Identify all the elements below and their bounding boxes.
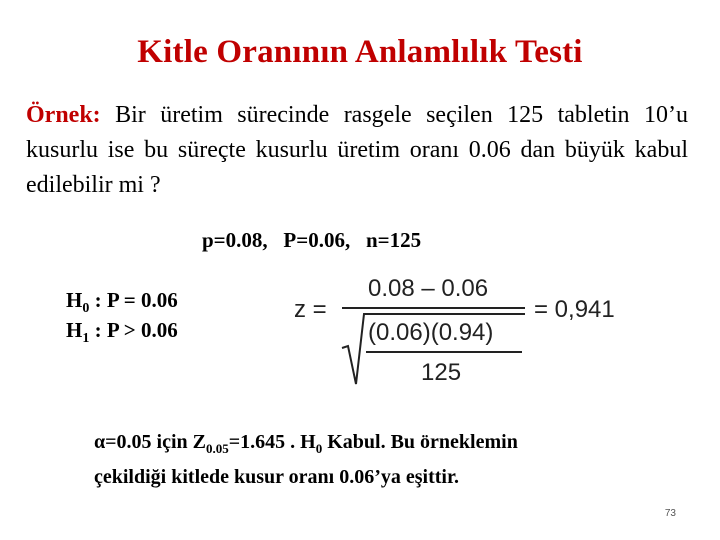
null-hypothesis: $H_0$ : P = 0.06 (66, 288, 178, 317)
page-number: 73 (664, 508, 676, 519)
formula-result: = 0,941 (534, 296, 615, 323)
param-n: n=125 (365, 228, 422, 252)
param-P: P=0.06, (283, 228, 351, 252)
example-label: Örnek: (26, 102, 101, 128)
example-text: Bir üretim sürecinde rasgele seçilen 125 tabletin 10’u kusurlu ise bu süreçte kusurlu üretim oranı 0.06 dan büyük kabul edilebilir mi ? (26, 102, 688, 198)
example-paragraph (26, 98, 688, 203)
formula-numerator: 0.08 – 0.06 (368, 275, 489, 302)
conclusion-line-1: α=0.05 için $Z_{0.05}=1.645$ . $H_0$ Kabul. Bu örneklemin (94, 431, 518, 456)
conclusion-line-2: çekildiği kitlede kusur oranı 0.06’ya eşittir. (94, 466, 460, 488)
formula-inner-numerator: (0.06)(0.94) (368, 319, 494, 346)
page-title: Kitle Oranının Anlamlılık Testi (137, 34, 583, 70)
z-formula (290, 268, 640, 388)
conclusion (94, 428, 518, 491)
alternative-hypothesis: $H_1$ : P > 0.06 (66, 318, 178, 347)
formula-lhs: z = (294, 296, 327, 323)
formula-inner-denominator: 125 (421, 359, 462, 386)
given-parameters (202, 228, 421, 253)
param-p: p=0.08, (202, 228, 268, 252)
